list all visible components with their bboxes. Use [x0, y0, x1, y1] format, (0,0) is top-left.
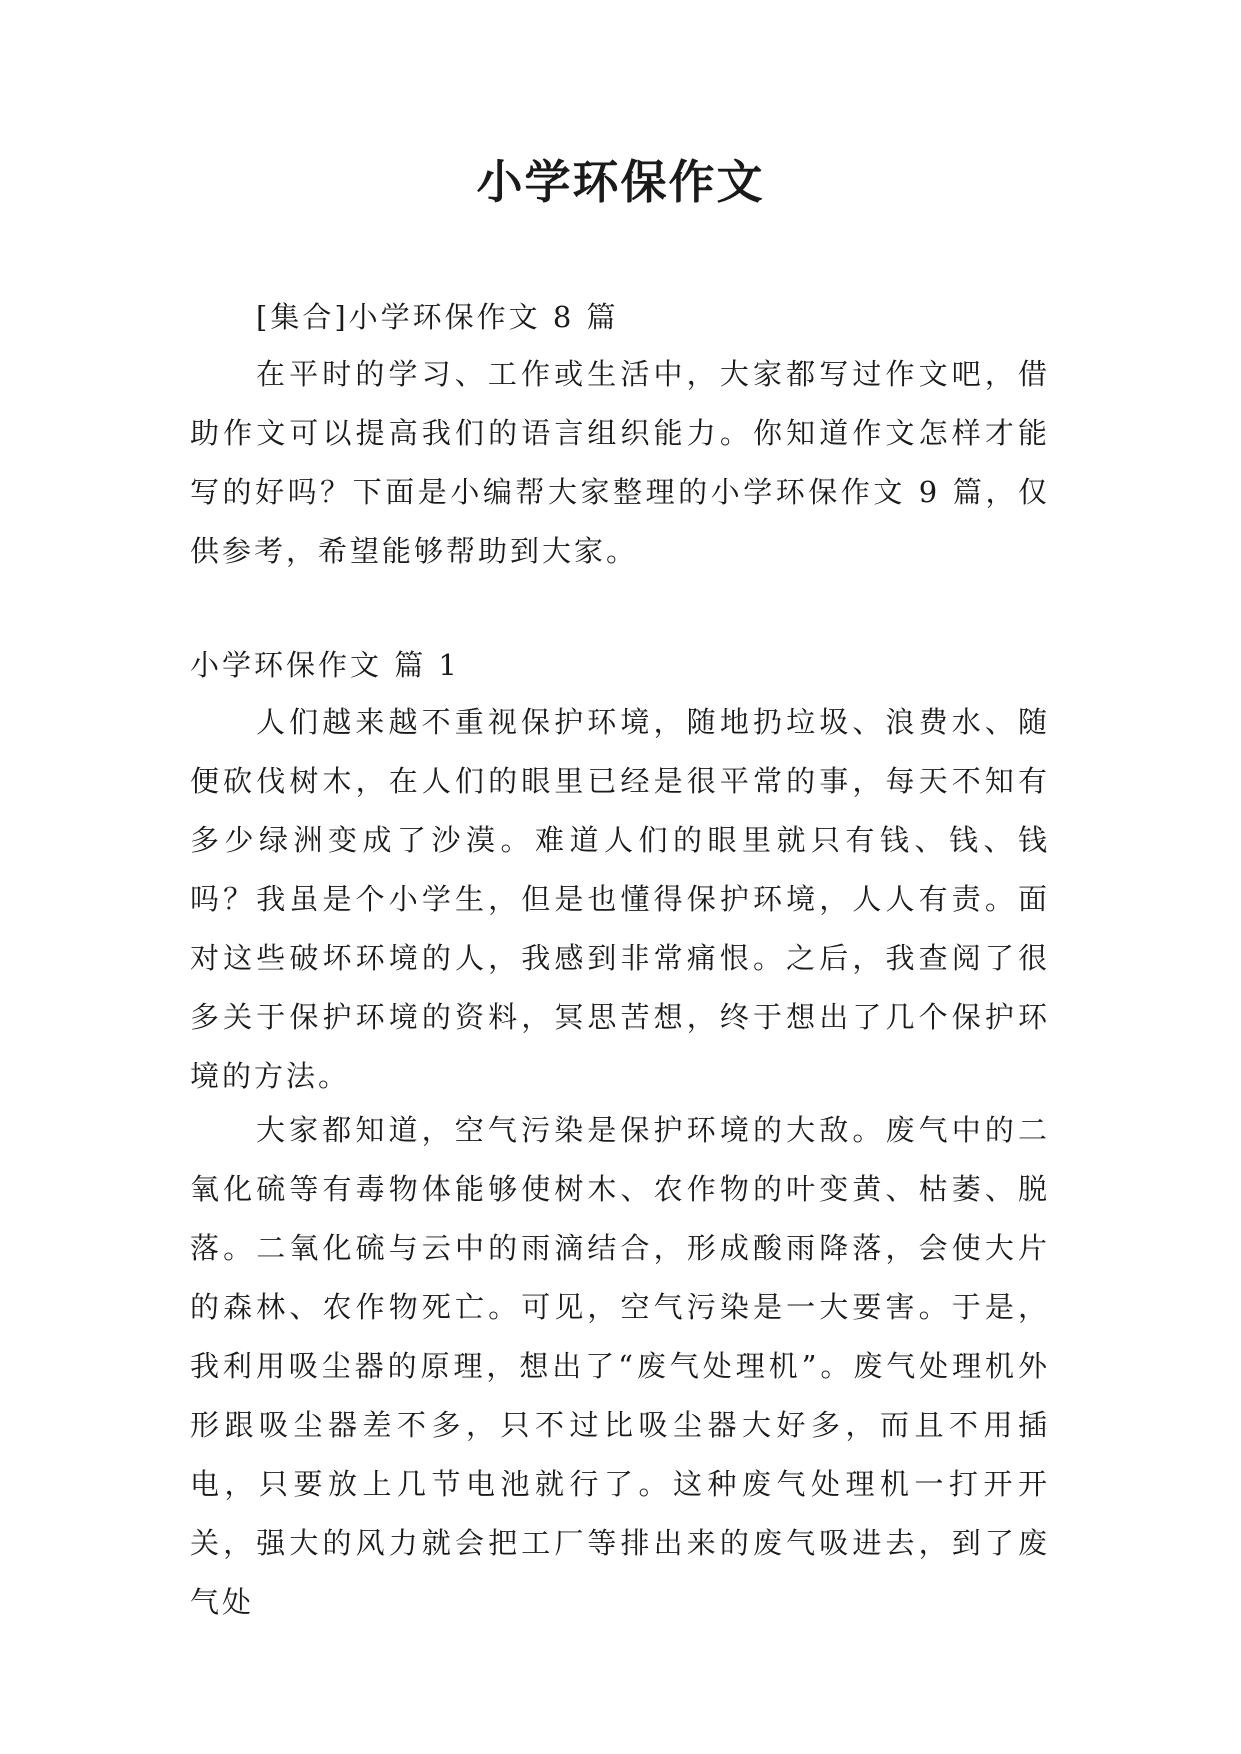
body-paragraph-1: 人们越来越不重视保护环境，随地扔垃圾、浪费水、随便砍伐树木，在人们的眼里已经是很平常的事，每天不知有多少绿洲变成了沙漠。难道人们的眼里就只有钱、钱、钱吗？我虽是个小学生，但是也懂得保护环境，人人有责。面对这些破坏环境的人，我感到非常痛恨。之后，我查阅了很多关于保护环境的资料，冥思苦想，终于想出了几个保护环境的方法。 — [190, 705, 1050, 1093]
body-paragraph-2: 大家都知道，空气污染是保护环境的大敌。废气中的二氧化硫等有毒物体能够使树木、农作物的叶变黄、枯萎、脱落。二氧化硫与云中的雨滴结合，形成酸雨降落，会使大片的森林、农作物死亡。可见，空气污染是一大要害。于是，我利用吸尘器的原理，想出了“废气处理机”。废气处理机外形跟吸尘器差不多，只不过比吸尘器大好多，而且不用插电，只要放上几节电池就行了。这种废气处理机一打开开关，强大的风力就会把工厂等排出来的废气吸进去，到了废气处 — [190, 1113, 1050, 1619]
section-heading: 小学环保作文 篇 1 — [190, 648, 460, 682]
document-title: 小学环保作文 — [476, 155, 765, 209]
collection-subtitle: [集合]小学环保作文 8 篇 — [256, 300, 619, 334]
intro-paragraph: 在平时的学习、工作或生活中，大家都写过作文吧，借助作文可以提高我们的语言组织能力。你知道作文怎样才能写的好吗？下面是小编帮大家整理的小学环保作文 9 篇，仅供参考，希望能够帮助到大家。 — [190, 357, 1050, 568]
